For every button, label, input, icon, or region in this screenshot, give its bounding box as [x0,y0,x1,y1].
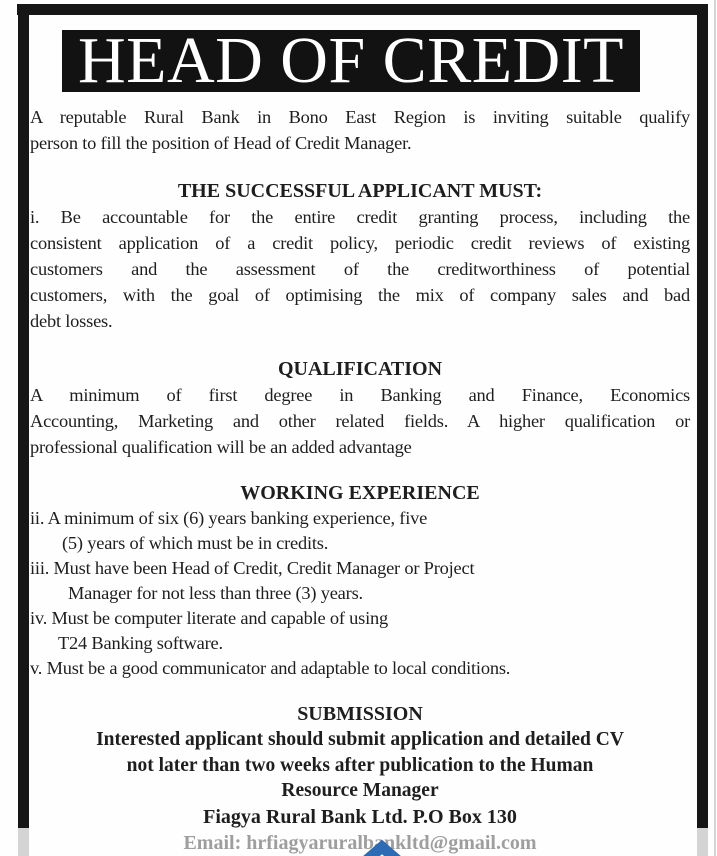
job-title-banner [62,24,640,97]
applicant-paragraph [30,204,690,334]
qualification-line: professional qualification will be an added advantage [30,437,412,457]
email-text: Email: hrfiagyaruralbankltd@gmail.com [183,831,537,854]
experience-line: v. Must be a good communicator and adaptable to local conditions. [30,658,511,678]
applicant-line: customers, with the goal of optimising the mix of company sales and bad [30,285,690,305]
applicant-line: debt losses. [30,311,113,331]
section-heading-experience: WORKING EXPERIENCE [240,482,480,504]
submission-line: not later than two weeks after publication to the Human [126,754,594,776]
experience-line: iii. Must have been Head of Credit, Credit Manager or Project [30,558,475,578]
frame-border-right [697,4,708,828]
qualification-line: Accounting, Marketing and other related fields. A higher qualification or [30,411,690,431]
experience-list [30,506,690,681]
intro-line: A reputable Rural Bank in Bono East Region is inviting suitable qualify [30,107,690,127]
experience-line: Manager for not less than three (3) years. [68,583,363,603]
bank-address-line: Fiagya Rural Bank Ltd. P.O Box 130 [203,805,517,828]
section-heading-qualification: QUALIFICATION [277,358,443,380]
frame-border-left-fade [18,828,29,856]
submission-line: Resource Manager [281,780,439,801]
experience-line: (5) years of which must be in credits. [62,533,329,553]
scan-edge-line [714,0,716,856]
frame-border-right-fade [697,828,708,856]
applicant-line: i. Be accountable for the entire credit granting process, including the [30,207,690,227]
qualification-line: A minimum of first degree in Banking and Finance, Economics [30,385,690,405]
intro-line: person to fill the position of Head of Credit Manager. [30,133,412,153]
applicant-line: customers and the assessment of the creditworthiness of potential [30,259,690,279]
experience-line: iv. Must be computer literate and capable of using [30,608,389,628]
submission-line: Interested applicant should submit application and detailed CV [96,729,624,750]
section-heading-applicant: THE SUCCESSFUL APPLICANT MUST: [177,180,543,202]
experience-line: ii. A minimum of six (6) years banking experience, five [30,508,428,528]
submission-paragraph [30,727,690,804]
frame-border-left [18,4,29,828]
job-title: HEAD OF CREDIT [78,24,624,97]
applicant-line: consistent application of a credit policy, periodic credit reviews of existing [30,233,690,253]
experience-line: T24 Banking software. [58,633,223,653]
chevron-up-logo-icon [350,840,414,856]
intro-paragraph [30,104,690,156]
frame-border-top [17,4,708,15]
qualification-paragraph [30,382,690,460]
section-heading-submission: SUBMISSION [297,703,423,725]
ad-body [30,104,690,856]
